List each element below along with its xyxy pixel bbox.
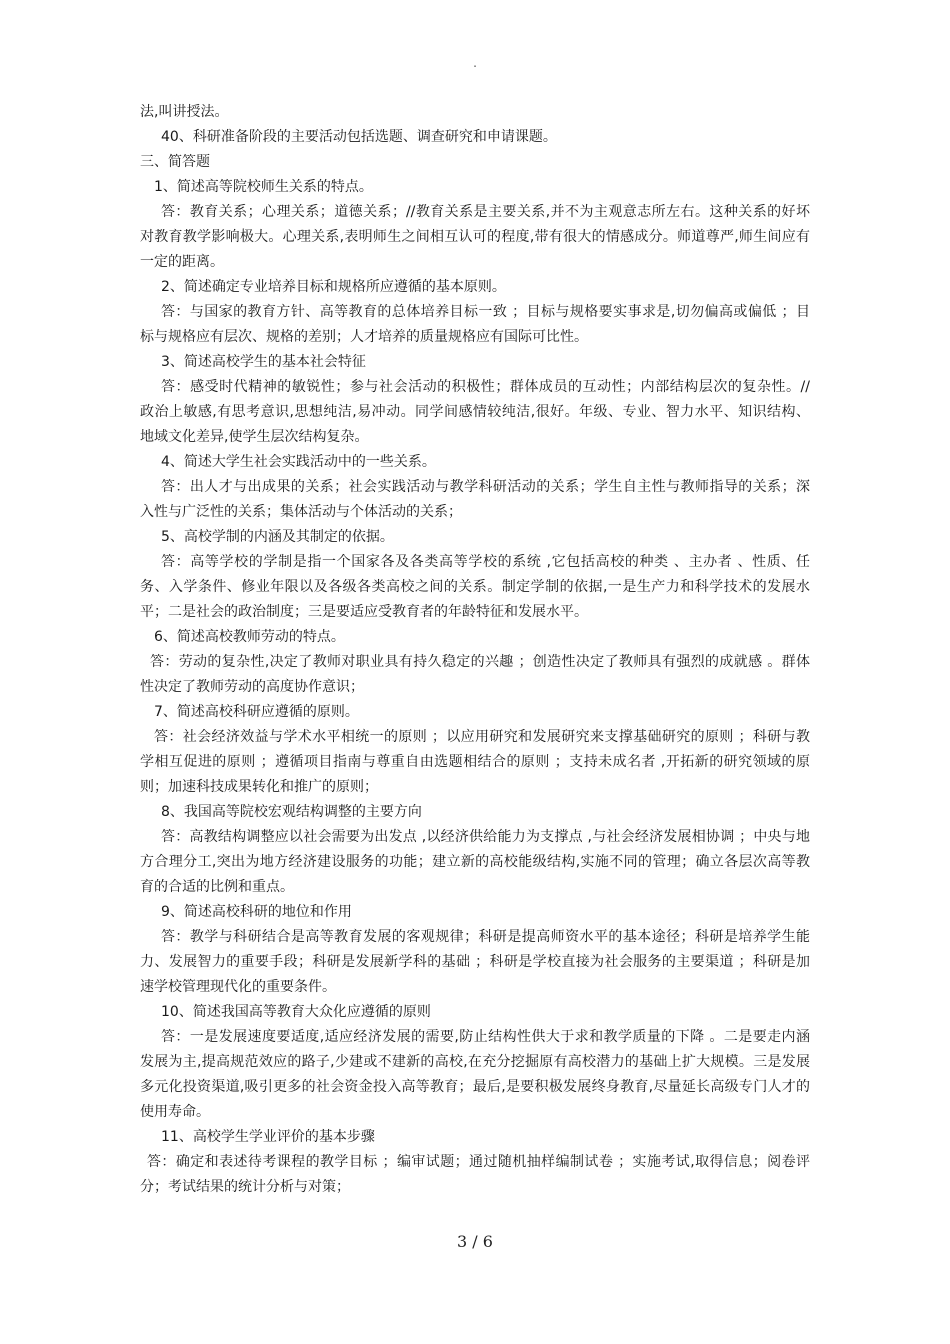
text-line: 速学校管理现代化的重要条件。: [140, 979, 336, 995]
text-line: 分；考试结果的统计分析与对策；: [140, 1179, 350, 1195]
document-body: [140, 100, 810, 1200]
text-line: 法,叫讲授法。: [140, 104, 229, 120]
text-line: 7、简述高校科研应遵循的原则。: [154, 704, 359, 720]
text-line: 一定的距离。: [140, 254, 224, 270]
text-line: 8、我国高等院校宏观结构调整的主要方向: [161, 804, 422, 820]
text-line: 1、简述高等院校师生关系的特点。: [154, 179, 373, 195]
text-line: 6、简述高校教师劳动的特点。: [154, 629, 345, 645]
page-number: 3 / 6: [457, 1232, 493, 1251]
text-line: 4、简述大学生社会实践活动中的一些关系。: [161, 454, 436, 470]
text-line: 答：教学与科研结合是高等教育发展的客观规律；科研是提高师资水平的基本途径；科研是培养学生能: [161, 929, 810, 945]
text-line: 2、简述确定专业培养目标和规格所应遵循的基本原则。: [161, 279, 506, 295]
text-line: 平；二是社会的政治制度；三是要适应受教育者的年龄特征和发展水平。: [140, 604, 588, 620]
text-line: 3、简述高校学生的基本社会特征: [161, 354, 366, 370]
text-line: 标与规格应有层次、规格的差别；人才培养的质量规格应有国际可比性。: [140, 329, 588, 345]
text-line: 11、高校学生学业评价的基本步骤: [161, 1129, 375, 1145]
text-line: 地域文化差异,使学生层次结构复杂。: [140, 429, 369, 445]
text-line: 力、发展智力的重要手段；科研是发展新学科的基础 ；科研是学校直接为社会服务的主要渠道 ；科研是加: [140, 954, 810, 970]
text-line: 育的合适的比例和重点。: [140, 879, 294, 895]
text-line: 10、简述我国高等教育大众化应遵循的原则: [161, 1004, 431, 1020]
text-line: 答：一是发展速度要适度,适应经济发展的需要,防止结构性供大于求和教学质量的下降 。二是要走内涵: [161, 1029, 810, 1045]
text-line: 5、高校学制的内涵及其制定的依据。: [161, 529, 394, 545]
text-line: 答：高等学校的学制是指一个国家各及各类高等学校的系统 ,它包括高校的种类 、主办者 、性质、任: [161, 554, 810, 570]
text-line: 答：社会经济效益与学术水平相统一的原则 ；以应用研究和发展研究来支撑基础研究的原则 ；科研与教: [154, 729, 810, 745]
text-line: 答：确定和表述待考课程的教学目标 ；编审试题；通过随机抽样编制试卷 ；实施考试,取得信息；阅卷评: [147, 1154, 810, 1170]
text-line: 入性与广泛性的关系；集体活动与个体活动的关系；: [140, 504, 462, 520]
text-line: 使用寿命。: [140, 1104, 210, 1120]
text-line: 答：教育关系；心理关系；道德关系；//教育关系是主要关系,并不为主观意志所左右。这种关系的好坏: [161, 204, 810, 220]
text-line: 答：出人才与出成果的关系；社会实践活动与教学科研活动的关系；学生自主性与教师指导的关系；深: [161, 479, 810, 495]
text-line: 方合理分工,突出为地方经济建设服务的功能；建立新的高校能级结构,实施不同的管理；确立各层次高等教: [140, 854, 810, 870]
header-mark: .: [473, 56, 477, 70]
text-line: 多元化投资渠道,吸引更多的社会资金投入高等教育；最后,是要积极发展终身教育,尽量延长高级专门人才的: [140, 1079, 810, 1095]
text-line: 则；加速科技成果转化和推广的原则；: [140, 779, 378, 795]
text-line: 政治上敏感,有思考意识,思想纯洁,易冲动。同学间感情较纯洁,很好。年级、专业、智力水平、知识结构、: [140, 404, 810, 420]
text-line: 务、入学条件、修业年限以及各级各类高校之间的关系。制定学制的依据,一是生产力和科学技术的发展水: [140, 579, 810, 595]
text-line: 9、简述高校科研的地位和作用: [161, 904, 352, 920]
text-line: 答：感受时代精神的敏锐性；参与社会活动的积极性；群体成员的互动性；内部结构层次的复杂性。//: [161, 379, 810, 395]
text-line: 性决定了教师劳动的高度协作意识；: [140, 679, 364, 695]
text-line: 三、简答题: [140, 154, 210, 170]
text-line: 对教育教学影响极大。心理关系,表明师生之间相互认可的程度,带有很大的情感成分。师道尊严,师生间应有: [140, 229, 810, 245]
text-line: 答：劳动的复杂性,决定了教师对职业具有持久稳定的兴趣 ；创造性决定了教师具有强烈的成就感 。群体: [150, 654, 810, 670]
text-line: 发展为主,提高规范效应的路子,少建或不建新的高校,在充分挖掘原有高校潜力的基础上扩大规模。三是发展: [140, 1054, 810, 1070]
text-line: 40、科研准备阶段的主要活动包括选题、调查研究和申请课题。: [161, 129, 557, 145]
text-line: 学相互促进的原则 ；遵循项目指南与尊重自由选题相结合的原则 ；支持未成名者 ,开拓新的研究领域的原: [140, 754, 810, 770]
text-line: 答：高教结构调整应以社会需要为出发点 ,以经济供给能力为支撑点 ,与社会经济发展相协调 ；中央与地: [161, 829, 810, 845]
text-line: 答：与国家的教育方针、高等教育的总体培养目标一致 ；目标与规格要实事求是,切勿偏高或偏低 ；目: [161, 304, 810, 320]
